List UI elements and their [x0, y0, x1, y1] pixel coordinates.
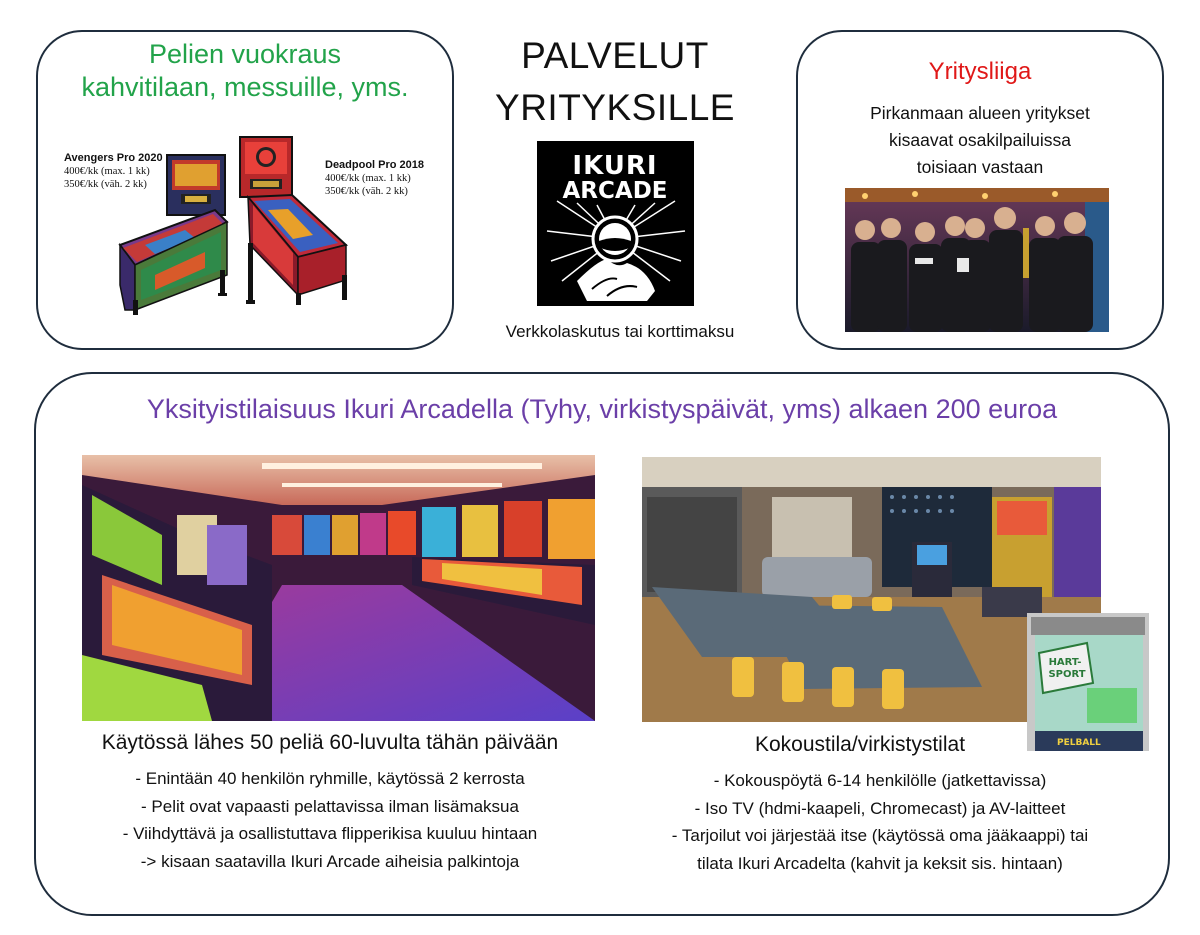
- svg-text:HART-: HART-: [1048, 657, 1082, 668]
- list-item: - Pelit ovat vapaasti pelattavissa ilman lisämaksua: [141, 796, 519, 816]
- svg-text:IKURI: IKURI: [572, 151, 658, 181]
- page-title: PALVELUT YRITYKSILLE: [495, 35, 735, 128]
- svg-text:SPORT: SPORT: [1048, 669, 1086, 680]
- list-item: tilata Ikuri Arcadelta (kahvit ja keksit sis. hintaan): [697, 853, 1063, 873]
- list-item: - Enintään 40 henkilön ryhmille, käytössä 2 kerrosta: [135, 769, 525, 788]
- list-item: - Iso TV (hdmi-kaapeli, Chromecast) ja AV-laitteet: [694, 798, 1066, 818]
- league-title: Yritysliiga: [928, 58, 1032, 85]
- pinball-machine-deadpool-image: [238, 135, 350, 307]
- rental-title: Pelien vuokraus kahvitilaan, messuille, yms.: [81, 39, 409, 102]
- league-description: Pirkanmaan alueen yritykset kisaavat osakilpailuissa toisiaan vastaan: [870, 103, 1090, 177]
- arcade-hall-photo: [82, 455, 595, 721]
- hartsport-machine-photo: [1027, 613, 1149, 751]
- machine-label-avengers: Avengers Pro 2020 400€/kk (max. 1 kk) 350€/kk (väh. 2 kk): [64, 152, 163, 190]
- ikuri-arcade-logo: [537, 141, 694, 306]
- list-item: - Kokouspöytä 6-14 henkilölle (jatkettavissa): [713, 771, 1047, 790]
- payment-note: Verkkolaskutus tai korttimaksu: [505, 322, 735, 341]
- games-heading: Käytössä lähes 50 peliä 60-luvulta tähän päivään: [101, 731, 559, 754]
- private-event-title: Yksityistilaisuus Ikuri Arcadella (Tyhy, virkistyspäivät, yms) alkaen 200 euroa: [146, 394, 1058, 424]
- games-feature-list: [50, 765, 610, 875]
- svg-text:PELBALL: PELBALL: [1057, 738, 1101, 748]
- list-item: - Tarjoilut voi järjestää itse (käytössä oma jääkaappi) tai: [671, 826, 1089, 845]
- machine-label-deadpool: Deadpool Pro 2018 400€/kk (max. 1 kk) 350€/kk (väh. 2 kk): [325, 159, 425, 197]
- list-item: - Viihdyttävä ja osallistuttava flipperikisa kuuluu hintaan: [122, 824, 538, 843]
- meeting-room-heading: Kokoustila/virkistystilat: [754, 733, 966, 756]
- svg-text:ARCADE: ARCADE: [562, 178, 668, 204]
- pinball-machine-avengers-image: [115, 150, 235, 315]
- meeting-room-feature-list: [600, 767, 1160, 877]
- league-players-photo: [845, 188, 1109, 332]
- list-item: -> kisaan saatavilla Ikuri Arcade aiheisia palkintoja: [140, 851, 520, 871]
